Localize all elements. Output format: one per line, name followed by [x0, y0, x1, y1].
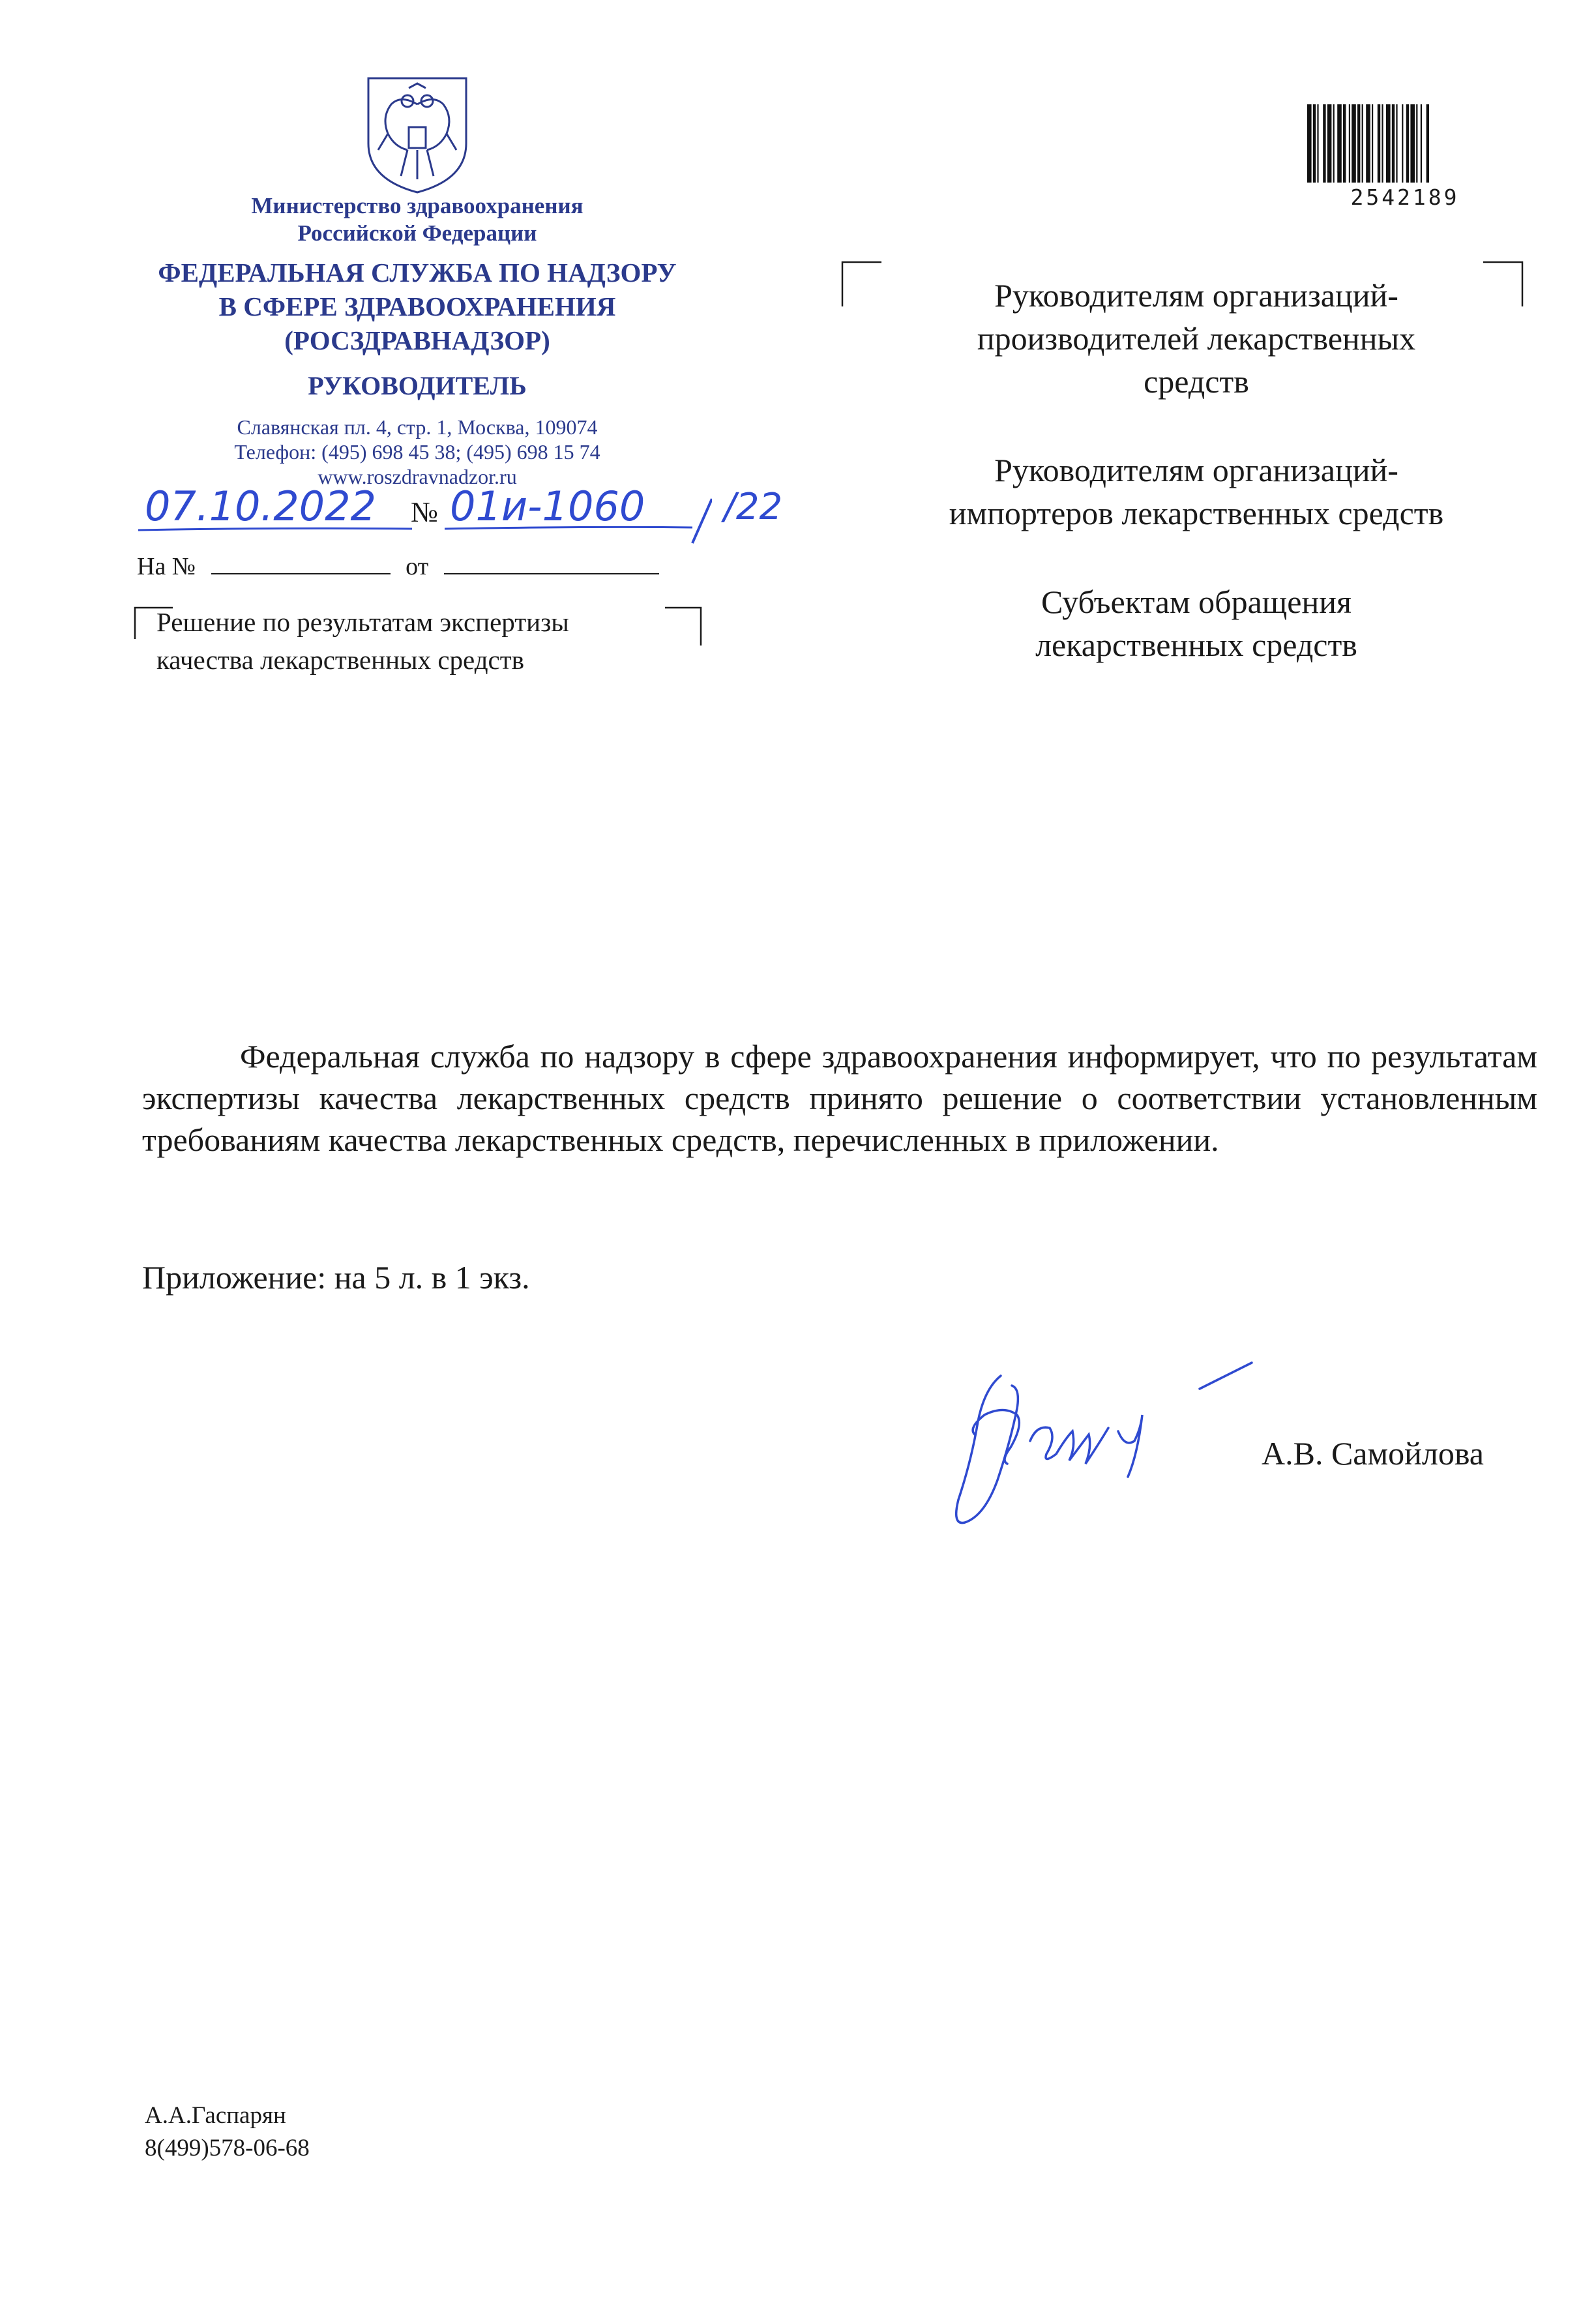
addressee-1 — [893, 274, 1500, 403]
subject-line-1: Решение по результатам экспертизы — [156, 607, 569, 637]
addressee-3-line-2: лекарственных средств — [1035, 627, 1357, 663]
website-text: www.roszdravnadzor.ru — [318, 465, 517, 488]
ref-prefix: На № — [137, 553, 196, 580]
barcode — [1307, 104, 1503, 183]
barcode-bar — [1378, 104, 1380, 183]
barcode-bar — [1357, 104, 1360, 183]
body-paragraph: Федеральная служба по надзору в сфере здравоохранения информирует, что по результатам экспертизы качества лекарственных средств принято решение о соответствии установленным требованиям качества лекарственных средств, перечисленных в приложении. — [142, 1038, 1537, 1158]
barcode-bar — [1366, 104, 1370, 183]
addressee-1-line-1: Руководителям организаций- — [994, 277, 1398, 314]
ministry-line-1: Министерство здравоохранения — [251, 193, 584, 218]
addressee-1-line-3: средств — [1144, 363, 1249, 400]
number-sign: № — [411, 496, 438, 528]
russian-coat-of-arms-icon — [362, 65, 473, 196]
barcode-bar — [1337, 104, 1342, 183]
barcode-bar — [1343, 104, 1346, 183]
addressee-2-line-2: импортеров лекарственных средств — [949, 495, 1444, 531]
addressee-list — [893, 274, 1500, 712]
addressee-3-line-1: Субъектам обращения — [1041, 584, 1352, 620]
service-line-3: (РОСЗДРАВНАДЗОР) — [284, 325, 550, 355]
barcode-number: 2542189 — [1350, 185, 1460, 210]
reference-line — [137, 551, 659, 581]
phone-text: Телефон: (495) 698 45 38; (495) 698 15 74 — [234, 440, 600, 464]
barcode-bar — [1421, 104, 1422, 183]
service-name — [104, 256, 730, 357]
barcode-bar — [1406, 104, 1409, 183]
barcode-bar — [1352, 104, 1356, 183]
executor-phone: 8(499)578-06-68 — [145, 2135, 310, 2161]
barcode-bar — [1416, 104, 1417, 183]
addressee-2-line-1: Руководителям организаций- — [994, 452, 1398, 488]
barcode-bar — [1362, 104, 1363, 183]
signer-name: А.В. Самойлова — [1262, 1435, 1484, 1472]
ref-number-blank — [211, 551, 391, 574]
subject — [156, 603, 717, 679]
barcode-bar — [1327, 104, 1332, 183]
address-text: Славянская пл. 4, стр. 1, Москва, 109074 — [237, 415, 598, 439]
ministry-line-2: Российской Федерации — [297, 220, 537, 246]
barcode-bar — [1396, 104, 1397, 183]
handwritten-signature — [939, 1350, 1278, 1545]
addressee-2 — [893, 449, 1500, 535]
barcode-bar — [1372, 104, 1373, 183]
ref-from: от — [406, 553, 429, 580]
barcode-bar — [1313, 104, 1316, 183]
registration-number: 01и-1060 — [450, 482, 645, 530]
executor-name: А.А.Гаспарян — [145, 2102, 286, 2129]
executor-block — [145, 2100, 310, 2165]
barcode-bar — [1349, 104, 1350, 183]
ref-date-blank — [444, 551, 659, 574]
registration-date: 07.10.2022 — [145, 482, 376, 530]
registration-year: /22 — [724, 486, 783, 528]
barcode-bar — [1392, 104, 1395, 183]
barcode-bar — [1323, 104, 1325, 183]
head-title: РУКОВОДИТЕЛЬ — [308, 371, 527, 400]
ministry-name — [130, 192, 704, 247]
barcode-bar — [1386, 104, 1391, 183]
subject-line-2: качества лекарственных средств — [156, 645, 525, 675]
barcode-bar — [1333, 104, 1335, 183]
addressee-1-line-2: производителей лекарственных — [977, 320, 1416, 357]
service-line-2: В СФЕРЕ ЗДРАВООХРАНЕНИЯ — [218, 291, 616, 321]
barcode-bar — [1410, 104, 1415, 183]
attachment-note: Приложение: на 5 л. в 1 экз. — [142, 1259, 530, 1296]
addressee-3 — [893, 580, 1500, 666]
barcode-bar — [1317, 104, 1318, 183]
letter-body — [142, 1035, 1537, 1161]
service-line-1: ФЕДЕРАЛЬНАЯ СЛУЖБА ПО НАДЗОРУ — [158, 258, 677, 288]
barcode-bar — [1402, 104, 1403, 183]
barcode-bar — [1307, 104, 1312, 183]
contact-block — [130, 415, 704, 489]
barcode-bar — [1382, 104, 1383, 183]
barcode-bar — [1426, 104, 1429, 183]
